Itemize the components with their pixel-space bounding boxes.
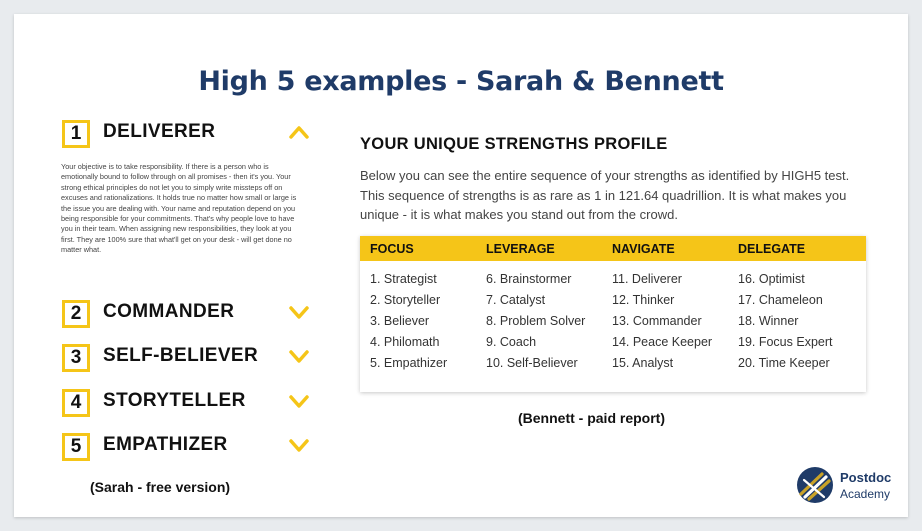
accordion-item-empathizer[interactable]	[62, 433, 310, 463]
strength-cell: 6. Brainstormer	[486, 272, 572, 286]
strength-label: COMMANDER	[103, 301, 235, 322]
chevron-down-icon[interactable]	[288, 437, 310, 453]
postdoc-academy-logo-icon	[796, 466, 834, 509]
logo-text-postdoc: Postdoc	[840, 470, 892, 485]
strength-label: SELF-BELIEVER	[103, 345, 259, 366]
bennett-caption: (Bennett - paid report)	[518, 410, 665, 426]
accordion-item-deliverer[interactable]	[62, 120, 310, 150]
strength-label: STORYTELLER	[103, 390, 246, 411]
column-header-navigate: NAVIGATE	[612, 242, 675, 256]
strength-cell: 10. Self-Believer	[486, 356, 578, 370]
table-header-row	[360, 236, 866, 261]
logo-text-academy: Academy	[840, 487, 891, 501]
slide	[14, 14, 908, 517]
strength-cell: 17. Chameleon	[738, 293, 823, 307]
strength-cell: 3. Believer	[370, 314, 430, 328]
column-header-delegate: DELEGATE	[738, 242, 806, 256]
strength-cell: 2. Storyteller	[370, 293, 441, 307]
strength-cell: 9. Coach	[486, 335, 537, 349]
report-intro: Below you can see the entire sequence of your strengths as identified by HIGH5 test. This sequence of strengths is as rare as 1 in 121.64 quadrillion. It is what makes you unique - it is what makes you stand out from the crowd.	[360, 168, 850, 222]
chevron-down-icon[interactable]	[288, 393, 310, 409]
strength-cell: 16. Optimist	[738, 272, 805, 286]
chevron-down-icon[interactable]	[288, 348, 310, 364]
strength-cell: 20. Time Keeper	[738, 356, 830, 370]
strength-label: EMPATHIZER	[103, 434, 228, 455]
rank-number: 1	[62, 120, 90, 148]
sarah-caption: (Sarah - free version)	[90, 479, 231, 495]
strength-cell: 5. Empathizer	[370, 356, 448, 370]
accordion-item-storyteller[interactable]	[62, 389, 310, 419]
strengths-table	[360, 236, 866, 392]
strength-cell: 13. Commander	[612, 314, 702, 328]
strength-cell: 14. Peace Keeper	[612, 335, 713, 349]
strength-cell: 19. Focus Expert	[738, 335, 833, 349]
strength-cell: 15. Analyst	[612, 356, 674, 370]
postdoc-academy-logo	[796, 466, 906, 506]
column-navigate	[612, 269, 712, 374]
column-delegate	[738, 269, 833, 374]
strength-cell: 12. Thinker	[612, 293, 675, 307]
strength-cell: 11. Deliverer	[612, 272, 682, 286]
column-leverage	[486, 269, 585, 374]
column-header-leverage: LEVERAGE	[486, 242, 555, 256]
column-focus	[370, 269, 447, 374]
rank-number: 5	[62, 433, 90, 461]
strength-cell: 1. Strategist	[370, 272, 437, 286]
report-heading: YOUR UNIQUE STRENGTHS PROFILE	[360, 135, 668, 153]
slide-title: High 5 examples - Sarah & Bennett	[198, 66, 724, 97]
strength-cell: 7. Catalyst	[486, 293, 546, 307]
rank-number: 2	[62, 300, 90, 328]
chevron-up-icon[interactable]	[288, 124, 310, 140]
accordion-item-commander[interactable]	[62, 300, 310, 330]
rank-number: 3	[62, 344, 90, 372]
accordion-item-self-believer[interactable]	[62, 344, 310, 374]
strength-cell: 4. Philomath	[370, 335, 440, 349]
strength-label: DELIVERER	[103, 121, 216, 142]
rank-number: 4	[62, 389, 90, 417]
column-header-focus: FOCUS	[370, 242, 414, 256]
strength-cell: 8. Problem Solver	[486, 314, 586, 328]
chevron-down-icon[interactable]	[288, 304, 310, 320]
strength-description: Your objective is to take responsibility. If there is a person who is emotionally bound to follow through on all promises - then it's you. Your strong ethical principles do not let you to simply write missteps off on excuses and rationalizations. It holds true no matter how small or large is the issue you are dealing with. Your name and reputation depend on you being responsible for your commitments. That's why people love to have you in their team. When assigning new responsibilities, they look at you first. They are 100% sure that what'll get on your desk - will get done no matter what.	[61, 162, 297, 255]
strength-cell: 18. Winner	[738, 314, 799, 328]
